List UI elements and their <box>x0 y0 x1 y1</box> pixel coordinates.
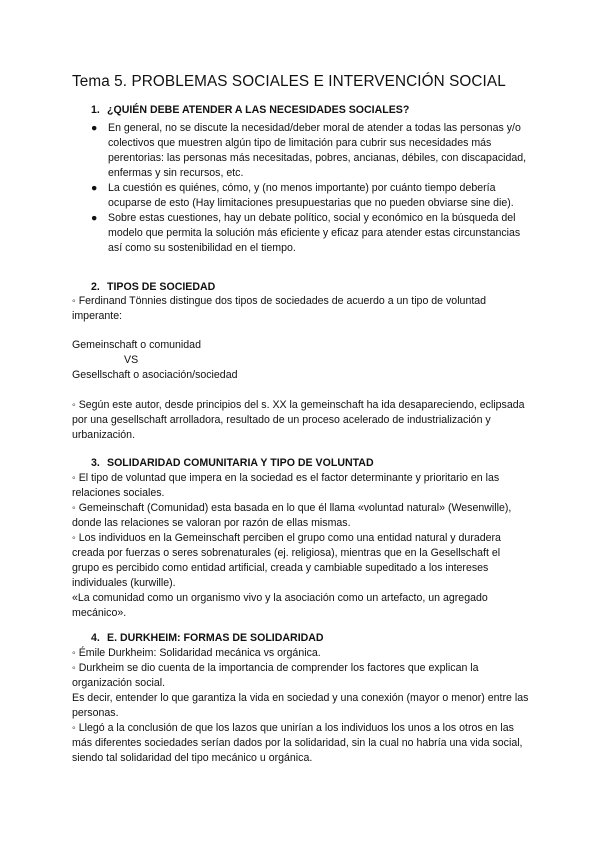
paragraph-line: ◦ Durkheim se dio cuenta de la importancia de comprender los factores que explican la organización social. <box>72 662 479 689</box>
quote-line: «La comunidad como un organismo vivo y la asociación como un artefacto, un agregado mecánico». <box>72 592 488 619</box>
section-2-number: 2. <box>91 281 100 293</box>
list-item <box>91 211 531 256</box>
paragraph-line: ◦ El tipo de voluntad que impera en la sociedad es el factor determinante y prioritario en las relaciones sociales. <box>72 472 500 499</box>
section-4-heading <box>91 632 324 644</box>
section-3-title: SOLIDARIDAD COMUNITARIA Y TIPO DE VOLUNTAD <box>107 457 374 469</box>
section-3-heading <box>91 457 374 469</box>
bullet-text: La cuestión es quiénes, cómo, y (no menos importante) por cuánto tiempo debería ocuparse de esto (Hay limitaciones presupuestarias que no pueden obviarse sine die). <box>108 182 514 209</box>
page-title: Tema 5. PROBLEMAS SOCIALES E INTERVENCIÓN SOCIAL <box>72 73 506 90</box>
paragraph-line: ◦ Émile Durkheim: Solidaridad mecánica vs orgánica. <box>72 647 321 659</box>
list-item <box>91 121 531 181</box>
section-2-intro: ◦ Ferdinand Tönnies distingue dos tipos de sociedades de acuerdo a un tipo de voluntad imperante: <box>72 295 487 322</box>
gesellschaft-term: Gesellschaft o asociación/sociedad <box>72 369 238 381</box>
bullet-text: En general, no se discute la necesidad/deber moral de atender a todas las personas y/o colectivos que muestren algún tipo de limitación para cubrir sus necesidades más perentorias: las personas más necesitadas, pobres, ancianas, débiles, con discapacidad, enfermas y sin recursos, etc. <box>108 122 527 179</box>
list-item <box>91 181 531 211</box>
section-1-number: 1. <box>91 104 100 116</box>
paragraph-line: ◦ Llegó a la conclusión de que los lazos que unirían a los individuos los unos a los otros en las más diferentes sociedades serían dados por la solidaridad, sin la cual no habría una vida social, siendo tal solidaridad del tipo mecánico u orgánica. <box>72 722 523 764</box>
section-2-paragraph: ◦ Según este autor, desde principios del s. XX la gemeinschaft ha ida desapareciendo, eclipsada por una gesellschaft arrolladora, resultado de un proceso acelerado de industrialización y urbanización. <box>72 399 525 441</box>
section-1-bullet-list <box>91 121 531 256</box>
section-1-heading <box>91 104 409 116</box>
section-4-number: 4. <box>91 632 100 644</box>
bullet-icon: ● <box>91 122 98 134</box>
section-2-title: TIPOS DE SOCIEDAD <box>107 281 216 293</box>
section-4-title: E. DURKHEIM: FORMAS DE SOLIDARIDAD <box>107 632 324 644</box>
paragraph-line: ◦ Los individuos en la Gemeinschaft perciben el grupo como una entidad natural y duradera creada por fuerzas o seres sobrenaturales (ej. religiosa), mientras que en la Gesellschaft el grupo es percibido como entidad artificial, creada y cambiable supeditado a los intereses individuales (kurwille). <box>72 532 501 589</box>
paragraph-line: Es decir, entender lo que garantiza la vida en sociedad y una conexión (mayor o menor) entre las personas. <box>72 692 529 719</box>
section-1-title: ¿QUIÉN DEBE ATENDER A LAS NECESIDADES SOCIALES? <box>107 104 410 116</box>
vs-label: VS <box>124 354 139 366</box>
bullet-icon: ● <box>91 212 98 224</box>
bullet-text: Sobre estas cuestiones, hay un debate político, social y económico en la búsqueda del modelo que permita la solución más eficiente y eficaz para atender estas circunstancias así como su sostenibilidad en el tiempo. <box>108 212 521 254</box>
bullet-icon: ● <box>91 182 98 194</box>
section-2-heading <box>91 281 215 293</box>
section-4-body <box>72 646 530 766</box>
section-3-body <box>72 471 530 621</box>
paragraph-line: ◦ Gemeinschaft (Comunidad) esta basada en lo que él llama «voluntad natural» (Wesenwille), donde las relaciones se valoran por razón de ellas mismas. <box>72 502 512 529</box>
gemeinschaft-term: Gemeinschaft o comunidad <box>72 339 201 351</box>
section-3-number: 3. <box>91 457 100 469</box>
